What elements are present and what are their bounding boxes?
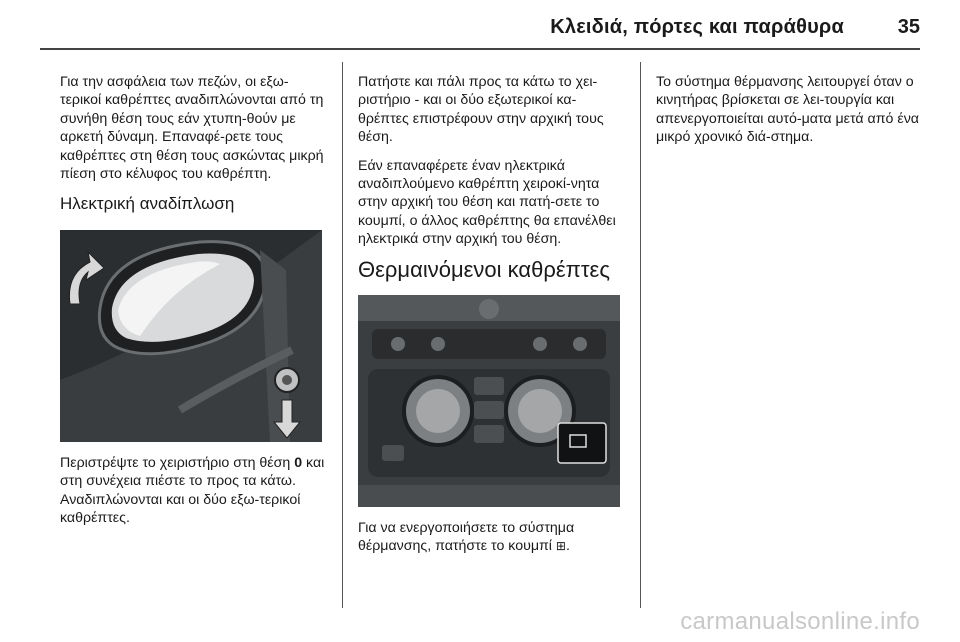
col2-after-figure-text-start: Για να ενεργοποιήσετε το σύστημα θέρμανσης, πατήστε το κουμπί <box>358 520 575 555</box>
column-divider-1 <box>342 62 343 608</box>
heated-mirror-icon: ⊞ <box>555 539 566 554</box>
col2-paragraph-1: Πατήστε και πάλι προς τα κάτω το χει-ριστήριο - και οι δύο εξωτερικοί κα-θρέπτες επιστρέφουν στην αρχική τους θέση. <box>358 74 604 146</box>
column-2 <box>358 73 624 566</box>
col1-intro-paragraph: Για την ασφάλεια των πεζών, οι εξω-τερικοί καθρέπτες αναδιπλώνονται από τη συνήθη θέση τους εάν χτυπη-θούν με αρκετή δύναμη. Επαναφέ-ρετε τους καθρέπτες στη θέση τους ασκώντας μικρή πίεση στο κέλυφος του καθρέπτη. <box>60 74 324 183</box>
climate-control-figure <box>358 295 620 507</box>
watermark: carmanualsonline.info <box>680 608 920 635</box>
page-header-title: Κλειδιά, πόρτες και παράθυρα <box>550 16 844 38</box>
col1-after-figure-text-start: Περιστρέψτε το χειριστήριο στη θέση <box>60 454 295 471</box>
header-rule <box>40 48 920 50</box>
col1-heading: Ηλεκτρική αναδίπλωση <box>60 194 235 214</box>
mirror-fold-figure <box>60 230 322 442</box>
column-divider-2 <box>640 62 641 608</box>
col2-paragraph-2: Εάν επαναφέρετε έναν ηλεκτρικά αναδιπλούμενο καθρέπτη χειροκί-νητα στην αρχική του θέση και πατή-σετε το κουμπί, ο άλλος καθρέπτης θα επανέλθει ηλεκτρικά στην αρχική του θέση. <box>358 157 616 248</box>
col3-paragraph-1: Το σύστημα θέρμανσης λειτουργεί όταν ο κινητήρας βρίσκεται σε λει-τουργία και απενεργοποιείται αυτό-ματα μετά από ένα μικρό χρονικό διά-στημα. <box>656 74 919 146</box>
col2-after-figure-paragraph <box>358 519 624 556</box>
col2-heading: Θερμαινόμενοι καθρέπτες <box>358 256 610 282</box>
col1-after-figure-text-end: και στη συνέχεια πιέστε το προς τα κάτω. Αναδιπλώνονται και οι δύο εξω-τερικοί καθρέπτες. <box>60 454 325 527</box>
column-3 <box>656 73 924 157</box>
col1-position-zero: 0 <box>294 454 303 471</box>
col2-after-figure-text-end: . <box>565 538 570 555</box>
page-number: 35 <box>897 16 920 38</box>
column-1 <box>60 73 328 537</box>
col1-after-figure-paragraph <box>60 454 328 528</box>
